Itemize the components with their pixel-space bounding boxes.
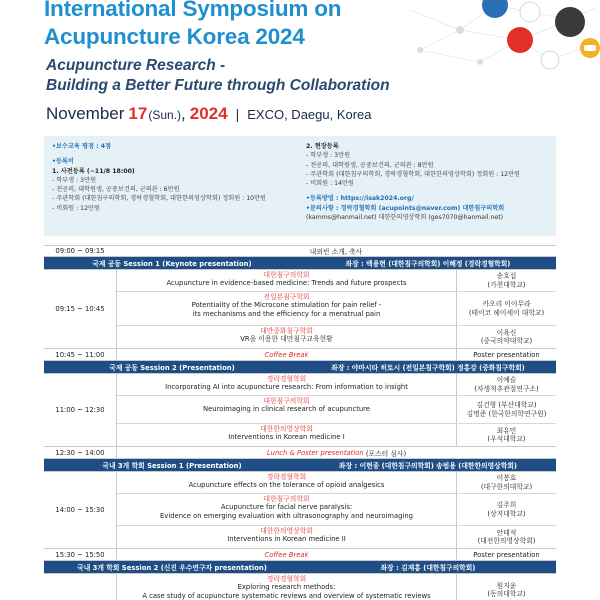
talk-speaker: [456, 374, 556, 395]
info-line: 1. 사전등록 (~11/8 18:00): [52, 167, 135, 175]
session-chairs: 좌장 : 김재홍 (대한침구의학회): [380, 564, 476, 572]
info-line: •등록방법 : https://isak2024.org/: [306, 195, 414, 203]
schedule-row-opening: [44, 245, 556, 257]
talk-info: [117, 526, 456, 548]
speaker-line: (대전한의영상학회): [477, 537, 536, 545]
speaker-line: 최유민: [496, 426, 517, 435]
brain-icon: [482, 0, 508, 18]
schedule-row-break-1: [44, 349, 556, 361]
session-1-banner: [44, 257, 556, 270]
time-cell: 10:45 ~ 11:00: [55, 350, 105, 359]
session-3-block: [44, 472, 556, 549]
speaker-line: (중국의약대학교): [480, 337, 533, 345]
session-title: 국내 3개 학회 Session 1 (Presentation): [102, 462, 242, 470]
info-line: - 학부생 : 3만원: [306, 152, 351, 160]
heart-icon: [507, 27, 533, 53]
speaker-line: (가천대학교): [487, 280, 526, 289]
acupuncture-icon: [520, 2, 540, 22]
talk-speaker: [456, 424, 556, 446]
talk-row: [117, 270, 556, 292]
date-year: 2024: [189, 104, 228, 123]
talk-title: Potentiality of the Microcone stimulation for pain relief -: [191, 301, 382, 310]
speaker-line: 안태석: [496, 528, 517, 537]
talk-title: Acupuncture in evidence-based medicine: Trends and future prospects: [166, 279, 407, 288]
title-line-2: Acupuncture Korea 2024: [44, 24, 305, 49]
info-line: •등록비: [52, 158, 74, 166]
talk-speaker: [456, 326, 556, 348]
talk-list: [116, 472, 556, 548]
lunch-content: [116, 447, 556, 458]
speaker-line: 원지윤: [496, 581, 517, 590]
talk-speaker: [456, 494, 556, 525]
talk-title: Neuroimaging in clinical research of acupuncture: [202, 405, 370, 414]
talk-row: [117, 396, 556, 424]
date-weekday: (Sun.): [148, 108, 182, 122]
talk-title: VR을 이용한 대만침구교육현황: [240, 335, 333, 344]
talk-info: [117, 574, 456, 600]
speaker-line: (동의대학교): [487, 590, 526, 598]
talk-list: [116, 374, 556, 446]
talk-row: [117, 292, 556, 326]
info-line: - 주관학회 (대한침구의학회, 경락경혈학회, 대한한의영상학회) 정회원 : 10만원: [52, 195, 267, 203]
talk-speaker: [456, 472, 556, 493]
talk-list: [116, 270, 556, 348]
speaker-line: 김명준 (한국한의학연구원): [466, 409, 547, 418]
speaker-line: (자생척추관절연구소): [474, 384, 539, 393]
talk-title: Evidence on emerging evaluation with ultrasonography and neuroimaging: [160, 511, 413, 520]
schedule-table: [44, 245, 556, 600]
talk-society: 대한침구의학회: [263, 495, 310, 503]
session-4-block: [44, 574, 556, 600]
speaker-line: 김주희: [496, 501, 517, 510]
session-2-banner: [44, 361, 556, 374]
talk-row: [117, 326, 556, 348]
talk-row: [117, 472, 556, 494]
schedule-row-break-2: [44, 549, 556, 561]
speaker-line: 이예슬: [496, 376, 517, 385]
info-line: - 비회원 : 12만원: [52, 204, 100, 212]
talk-info: [117, 472, 456, 493]
talk-society: 대한한의영상학회: [260, 425, 313, 433]
coffee-break-label: Coffee Break: [116, 349, 456, 360]
date-comma: ,: [181, 104, 186, 123]
time-cell: 15:30 ~ 15:50: [55, 550, 105, 559]
talk-info: [117, 292, 456, 325]
registration-info-box: [44, 136, 556, 236]
date-separator: |: [235, 106, 240, 122]
info-line: - 전공의, 대학원생, 공중보건의, 군의관 : 8만원: [306, 161, 434, 169]
talk-speaker: [456, 270, 556, 291]
lunch-label: Lunch & Poster presentation: [266, 448, 364, 457]
talk-row: [117, 494, 556, 526]
session-3-banner: [44, 459, 556, 472]
speaker-line: 이육신: [496, 328, 517, 337]
session-title: 국내 3개 학회 Session 2 (신진 우수연구자 presentation): [77, 564, 267, 572]
time-cell: 11:00 ~ 12:30: [55, 406, 105, 414]
decorative-network-graphic: [400, 0, 600, 70]
date-day: 17: [128, 104, 148, 123]
talk-title: its mechanisms and the efficiency for a menstrual pain: [192, 309, 381, 318]
talk-speaker: [456, 526, 556, 548]
time-cell: 09:15 ~ 10:45: [55, 305, 105, 313]
session-1-block: [44, 270, 556, 349]
coffee-break-label: Coffee Break: [116, 549, 456, 560]
speaker-line: (우석대학교): [487, 435, 526, 443]
schedule-row-lunch: [44, 447, 556, 459]
time-cell: 12:30 ~ 14:00: [55, 448, 105, 457]
session-4-banner: [44, 561, 556, 574]
session-chairs: 좌장 : 이현종 (대한침구의학회) 송범용 (대한한의영상학회): [339, 462, 517, 470]
poster-label: Poster presentation: [456, 349, 556, 360]
opening-content: 내외빈 소개, 축사: [309, 248, 363, 256]
info-line: - 비회원 : 14만원: [306, 180, 354, 188]
title-line-1: International Symposium on: [44, 0, 342, 21]
talk-society: 전일본침구학회: [263, 293, 310, 301]
time-cell: [44, 574, 116, 600]
subtitle-line-2: Building a Better Future through Collaboration: [46, 77, 390, 94]
speaker-line: (테이코 헤이세이 대학교): [468, 308, 545, 317]
date-venue-line: [46, 104, 372, 128]
time-cell: 14:00 ~ 15:30: [55, 506, 105, 514]
session-chairs: 좌장 : 백용현 (대한침구의학회) 이혜정 (경락경혈학회): [345, 260, 511, 268]
lunch-extra: (포스터 심사): [365, 449, 407, 458]
venue: EXCO, Daegu, Korea: [247, 107, 372, 122]
talk-row: [117, 374, 556, 396]
talk-society: 대한침구의학회: [263, 271, 310, 279]
talk-society: 대한침구의학회: [263, 397, 310, 405]
talk-info: [117, 270, 456, 291]
subtitle-line-1: Acupuncture Research -: [46, 57, 226, 74]
session-title: 국제 공동 Session 1 (Keynote presentation): [92, 260, 252, 268]
speaker-line: 송호섭: [496, 272, 517, 281]
talk-title: Interventions in Korean medicine I: [228, 433, 345, 442]
talk-info: [117, 494, 456, 525]
body-icon: [555, 7, 585, 37]
talk-title: A case study of acupuncture systematic reviews and overview of systematic reviews: [142, 591, 431, 600]
talk-society: 경락경혈학회: [266, 575, 307, 583]
poster-label: Poster presentation: [456, 549, 556, 560]
talk-info: [117, 374, 456, 395]
speaker-line: (상지대학교): [487, 509, 526, 518]
speaker-line: 이봉효: [496, 474, 517, 483]
time-cell: 09:00 ~ 09:15: [55, 247, 105, 255]
needle-icon: [541, 51, 559, 69]
talk-row: [117, 526, 556, 548]
talk-title: Acupuncture for facial nerve paralysis:: [220, 503, 353, 512]
talk-row: [117, 424, 556, 446]
speaker-line: (대구한의대학교): [480, 482, 533, 491]
info-line: •보수교육 평점 : 4점: [52, 143, 112, 150]
talk-info: [117, 326, 456, 348]
info-line: 2. 현장등록: [306, 143, 339, 150]
talk-title: Incorporating AI into acupuncture research: From information to insight: [165, 383, 408, 392]
info-line: - 전공의, 대학원생, 공중보건의, 군의관 : 6만원: [52, 186, 180, 194]
talk-society: 경락경혈학회: [266, 375, 307, 383]
talk-title: Interventions in Korean medicine II: [227, 535, 346, 544]
talk-society: 대만중화침구학회: [260, 327, 313, 335]
talk-title: Exploring research methods:: [237, 583, 336, 592]
header: [0, 0, 600, 132]
talk-society: 경락경혈학회: [266, 473, 307, 481]
info-left-column: [52, 142, 302, 213]
talk-info: [117, 424, 456, 446]
session-title: 국제 공동 Session 2 (Presentation): [109, 364, 235, 372]
talk-info: [117, 396, 456, 423]
info-right-column: [306, 142, 554, 222]
talk-society: 대한한의영상학회: [260, 527, 313, 535]
speaker-line: 카오리 이이무라: [482, 300, 531, 309]
talk-speaker: [456, 292, 556, 325]
info-line: - 주관학회 (대한침구의학회, 경락경혈학회, 대한한의영상학회) 정회원 : 12만원: [306, 170, 521, 178]
info-line: •문의사항 : 경락경혈학회 (acupoints@naver.com) 대한침구의학회: [306, 204, 505, 212]
talk-title: Acupuncture effects on the tolerance of opioid analgesics: [188, 481, 385, 490]
session-chairs: 좌장 : 야마시타 히토시 (전일본침구학회) 정홍강 (중화침구학회): [331, 364, 525, 372]
talk-row: [117, 574, 556, 600]
talk-speaker: [456, 396, 556, 423]
session-2-block: [44, 374, 556, 447]
info-line: - 학부생 : 3만원: [52, 176, 97, 184]
talk-speaker: [456, 574, 556, 600]
date-month: November: [46, 104, 125, 123]
info-line: (kamms@hanmail.net) 대한한의영상학회 (ges7070@hanmail.net): [306, 214, 504, 222]
talk-list: [116, 574, 556, 600]
speaker-line: 김건형 (부산대학교): [476, 401, 537, 410]
